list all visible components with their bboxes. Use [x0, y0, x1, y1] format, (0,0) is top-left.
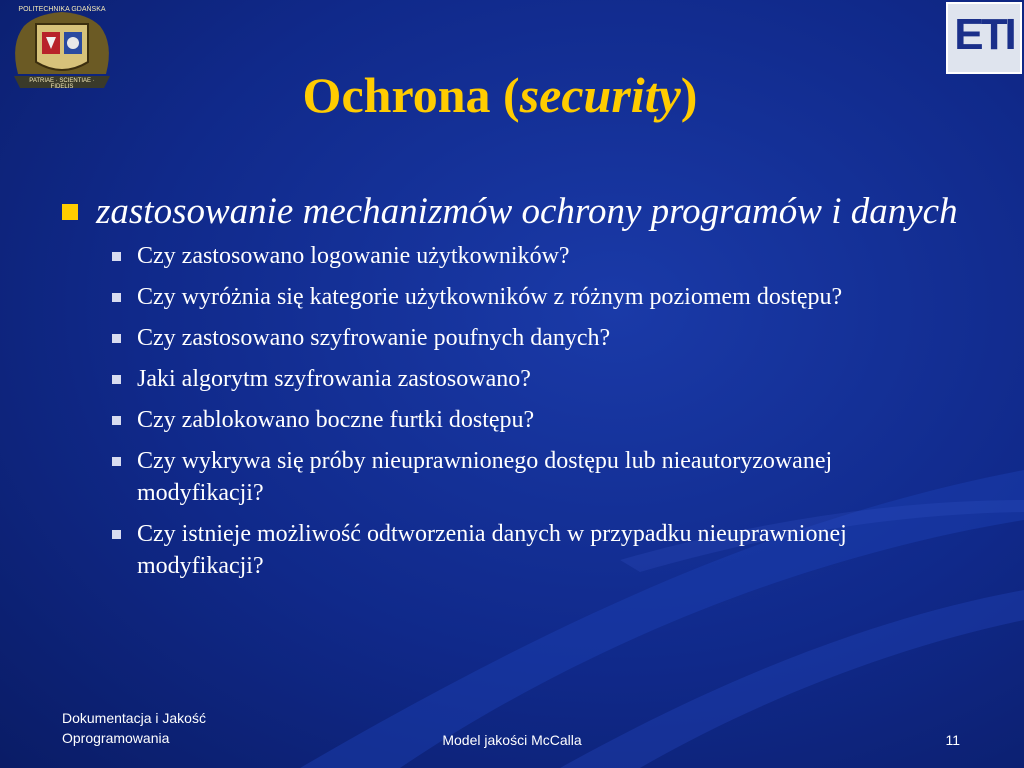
sub-bullet-text: Czy zastosowano szyfrowanie poufnych danych?	[137, 325, 611, 351]
title-italic: security	[519, 67, 681, 123]
slide-title	[0, 66, 1000, 124]
square-bullet-icon	[62, 204, 78, 220]
page-number: 11	[945, 732, 960, 748]
square-bullet-icon	[112, 416, 121, 425]
sub-bullet	[112, 240, 942, 272]
sub-bullet-text: Czy wykrywa się próby nieuprawnionego dostępu lub nieautoryzowanej modyfikacji?	[137, 448, 833, 506]
sub-bullet	[112, 322, 942, 354]
sub-bullet-text: Czy zablokowano boczne furtki dostępu?	[137, 407, 535, 433]
main-bullet	[62, 190, 1002, 234]
sub-bullet-text: Czy istnieje możliwość odtworzenia danych w przypadku nieuprawnionej modyfikacji?	[137, 521, 847, 579]
faculty-logo	[946, 2, 1022, 74]
crest-banner-text: POLITECHNIKA GDAŃSKA	[18, 6, 106, 13]
square-bullet-icon	[112, 457, 121, 466]
sub-bullet-text: Jaki algorytm szyfrowania zastosowano?	[137, 366, 531, 392]
sub-bullet-text: Czy zastosowano logowanie użytkowników?	[137, 243, 570, 269]
footer-course-line2: Oprogramowania	[62, 730, 170, 746]
sub-bullet	[112, 281, 942, 313]
crest-motto-text: PATRIAE · SCIENTIAE · FIDELIS	[29, 78, 95, 90]
main-bullet-text: zastosowanie mechanizmów ochrony programów i danych	[96, 191, 958, 232]
faculty-logo-text: ETI	[954, 10, 1014, 59]
square-bullet-icon	[112, 530, 121, 539]
square-bullet-icon	[112, 375, 121, 384]
sub-bullet	[112, 518, 942, 582]
bullet-list	[62, 190, 1002, 591]
footer-course-line1: Dokumentacja i Jakość	[62, 710, 206, 726]
sub-bullet-list	[62, 240, 1002, 582]
sub-bullet	[112, 363, 942, 395]
sub-bullet-text: Czy wyróżnia się kategorie użytkowników z różnym poziomem dostępu?	[137, 284, 843, 310]
title-main: Ochrona (	[302, 67, 520, 123]
square-bullet-icon	[112, 334, 121, 343]
sub-bullet	[112, 445, 942, 509]
title-end: )	[680, 67, 698, 123]
square-bullet-icon	[112, 252, 121, 261]
sub-bullet	[112, 404, 942, 436]
footer-topic: Model jakości McCalla	[442, 732, 582, 748]
square-bullet-icon	[112, 293, 121, 302]
